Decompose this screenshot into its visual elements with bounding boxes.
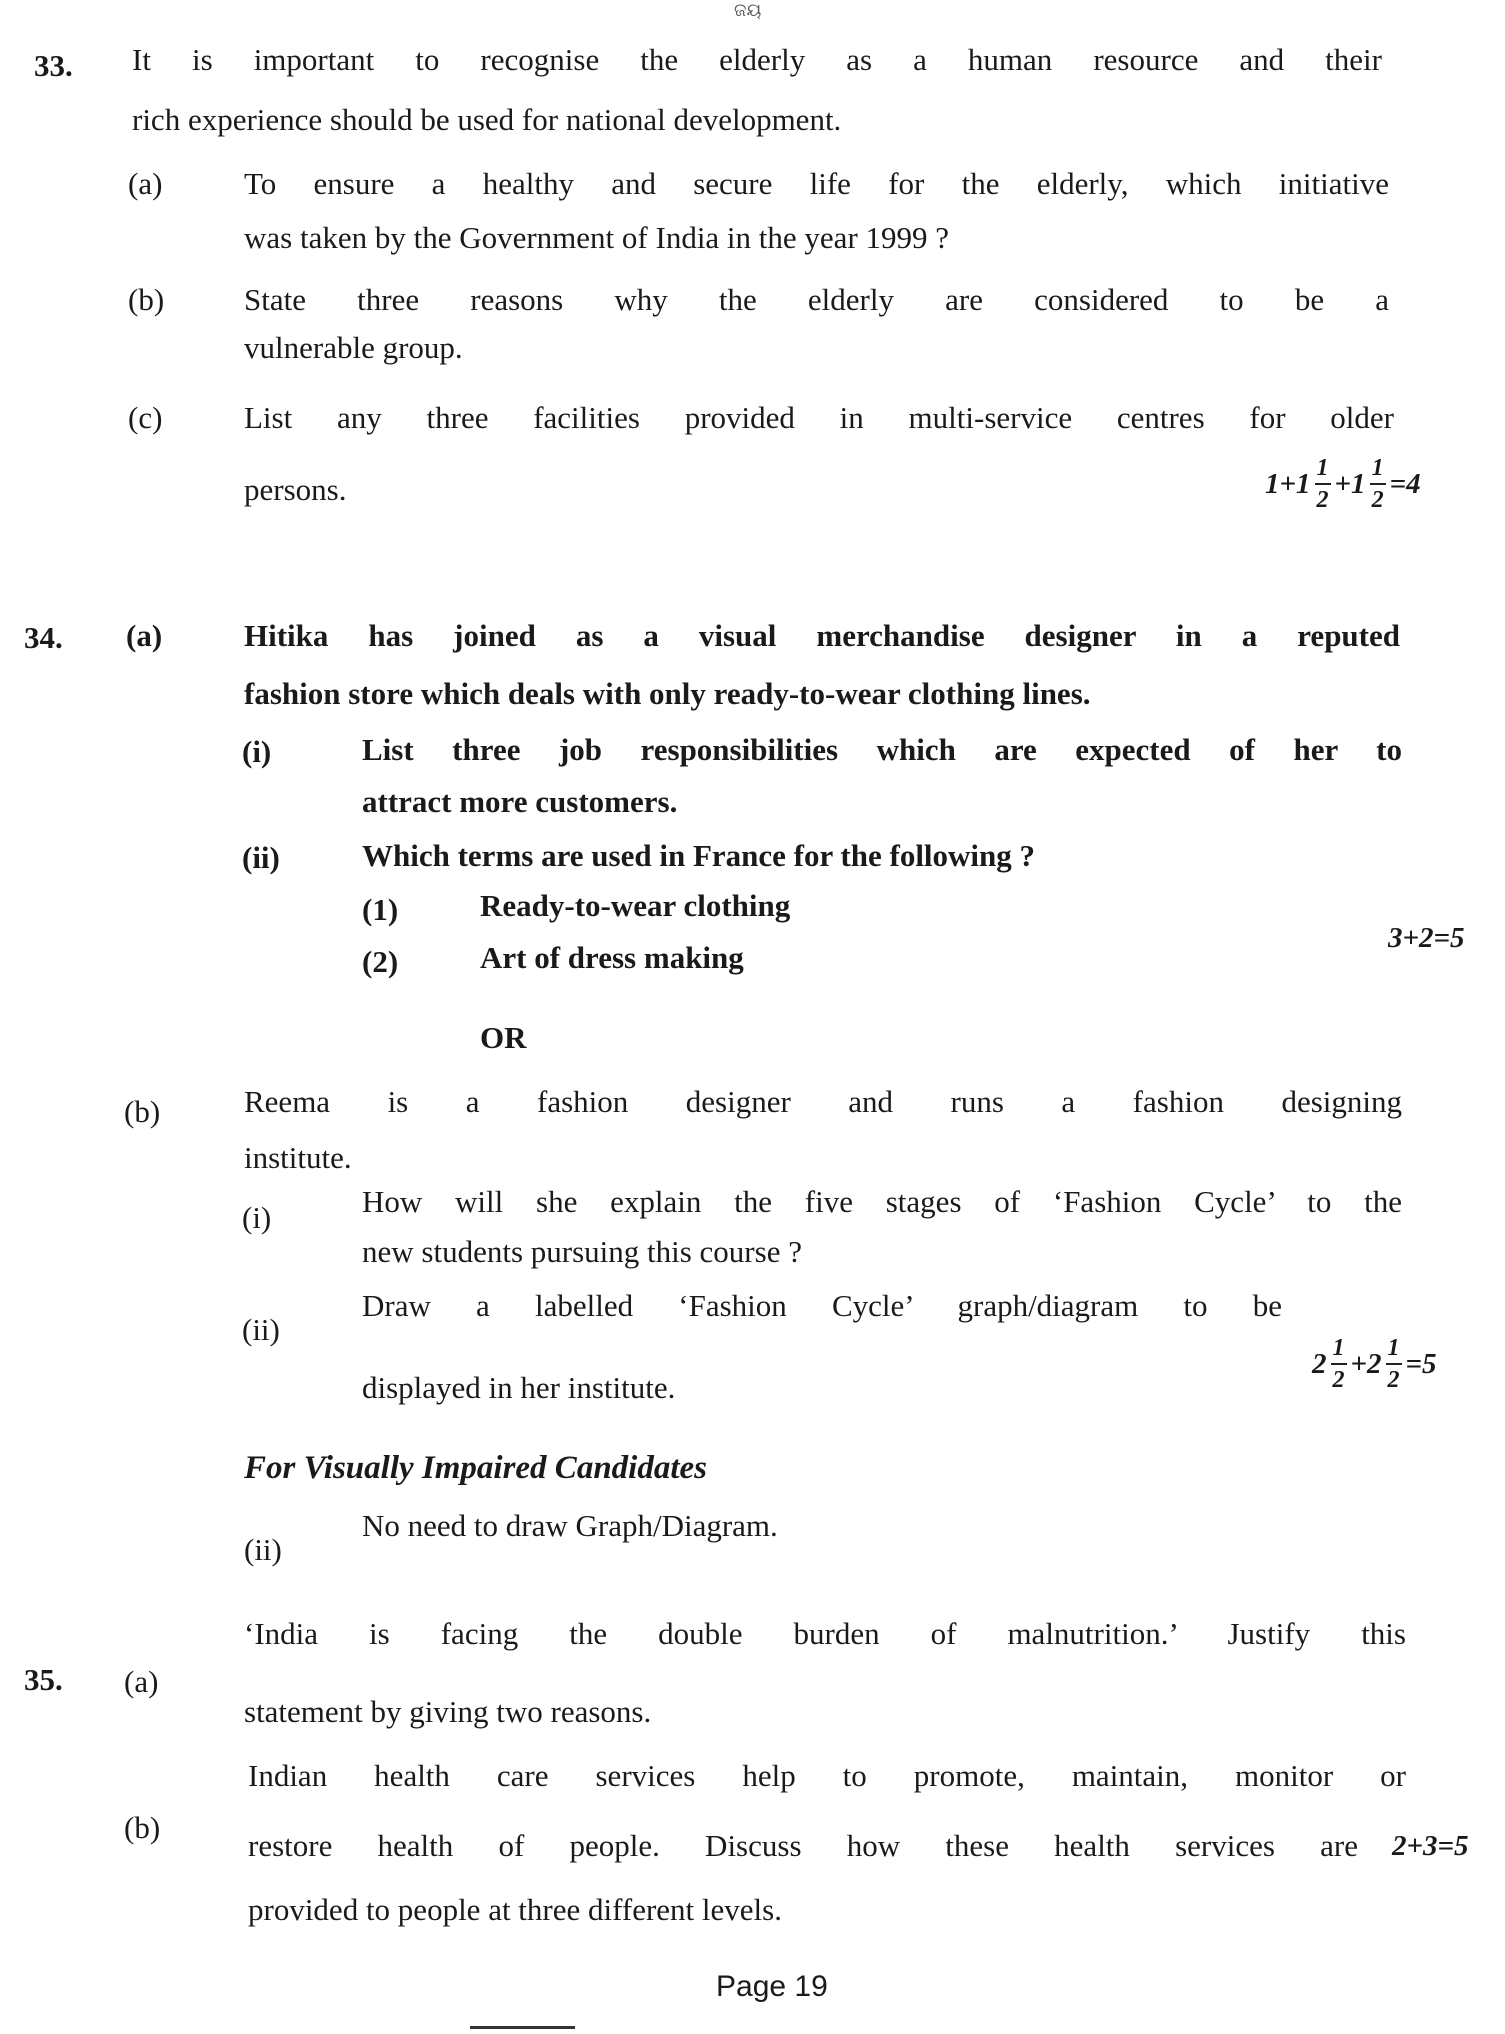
q34-a-line2: fashion store which deals with only ready-to-wear clothing lines.	[244, 676, 1091, 711]
fraction-den: 2	[1387, 1367, 1400, 1393]
q35-b-label: (b)	[124, 1810, 161, 1845]
q34-b-i-line1: How will she explain the five stages of ‘Fashion Cycle’ to the	[362, 1184, 1402, 1219]
question-number-33: 33.	[34, 48, 73, 83]
or-divider: OR	[480, 1020, 527, 1055]
fraction	[1315, 456, 1331, 512]
q34-a-i-label: (i)	[242, 734, 272, 769]
q34-b-ii-line1: Draw a labelled ‘Fashion Cycle’ graph/diagram to be	[362, 1288, 1282, 1323]
question-number-35: 35.	[24, 1662, 63, 1697]
marks-part: +1	[1334, 467, 1366, 500]
fraction-den: 2	[1332, 1367, 1345, 1393]
q35-a-label: (a)	[124, 1664, 159, 1699]
q34-a-ii-item1-label: (1)	[362, 892, 399, 927]
q35-a-line1: ‘India is facing the double burden of malnutrition.’ Justify this	[244, 1616, 1406, 1651]
q33-marks	[1265, 456, 1421, 512]
q33-b-line1: State three reasons why the elderly are considered to be a	[244, 282, 1389, 317]
vi-text: No need to draw Graph/Diagram.	[362, 1508, 778, 1543]
q34-a-ii-label: (ii)	[242, 840, 280, 875]
q34-b-ii-line2: displayed in her institute.	[362, 1370, 676, 1405]
marks-part: +2	[1350, 1347, 1382, 1380]
marks-total: =4	[1389, 467, 1421, 500]
fraction-den: 2	[1371, 487, 1384, 513]
q34-b-i-label: (i)	[242, 1200, 272, 1235]
q34-a-ii-item2-label: (2)	[362, 944, 399, 979]
q35-a-line2: statement by giving two reasons.	[244, 1694, 652, 1729]
q33-c-line2: persons.	[244, 472, 347, 507]
q35-b-line2: restore health of people. Discuss how these health services are	[248, 1828, 1358, 1863]
fraction	[1370, 456, 1386, 512]
q33-c-label: (c)	[128, 400, 163, 435]
q35-marks: 2+3=5	[1392, 1830, 1469, 1862]
q35-b-line3: provided to people at three different levels.	[248, 1892, 782, 1927]
q33-stem-line1: It is important to recognise the elderly as a human resource and their	[132, 42, 1382, 77]
fraction-den: 2	[1316, 487, 1329, 513]
q33-b-label: (b)	[128, 282, 165, 317]
page-number: Page 19	[716, 1970, 828, 2003]
q34-b-marks	[1312, 1336, 1437, 1392]
q33-a-line2: was taken by the Government of India in the year 1999 ?	[244, 220, 950, 255]
q34-a-ii-item2-text: Art of dress making	[480, 940, 744, 975]
q34-b-ii-label: (ii)	[242, 1312, 280, 1347]
q33-b-line2: vulnerable group.	[244, 330, 463, 365]
q34-a-ii-item1-text: Ready-to-wear clothing	[480, 888, 791, 923]
question-number-34: 34.	[24, 620, 63, 655]
fraction	[1331, 1336, 1347, 1392]
q34-b-line1: Reema is a fashion designer and runs a fashion designing	[244, 1084, 1402, 1119]
fraction-num: 1	[1387, 1335, 1400, 1361]
q34-a-line1: Hitika has joined as a visual merchandise designer in a reputed	[244, 618, 1400, 653]
q34-b-i-line2: new students pursuing this course ?	[362, 1234, 802, 1269]
vi-label: (ii)	[244, 1532, 282, 1567]
q34-a-marks: 3+2=5	[1388, 922, 1465, 954]
q33-a-line1: To ensure a healthy and secure life for the elderly, which initiative	[244, 166, 1389, 201]
q33-c-line1: List any three facilities provided in multi-service centres for older	[244, 400, 1394, 435]
marks-part: 1+1	[1265, 467, 1311, 500]
q34-a-i-line1: List three job responsibilities which are expected of her to	[362, 732, 1402, 767]
q34-b-line2: institute.	[244, 1140, 352, 1175]
q33-stem-line2: rich experience should be used for national development.	[132, 102, 842, 137]
fraction-num: 1	[1332, 1335, 1345, 1361]
q33-a-label: (a)	[128, 166, 163, 201]
q35-b-line1: Indian health care services help to promote, maintain, monitor or	[248, 1758, 1406, 1793]
header-mark: ଜୟ	[734, 0, 762, 20]
marks-total: =5	[1405, 1347, 1437, 1380]
q34-a-ii-text: Which terms are used in France for the following ?	[362, 838, 1036, 873]
q34-b-label: (b)	[124, 1094, 161, 1129]
fraction-num: 1	[1316, 455, 1329, 481]
marks-part: 2	[1312, 1347, 1327, 1380]
q34-a-label: (a)	[126, 618, 163, 653]
visually-impaired-heading: For Visually Impaired Candidates	[244, 1450, 707, 1486]
footer-rule	[470, 2026, 575, 2029]
q34-a-i-line2: attract more customers.	[362, 784, 678, 819]
fraction-num: 1	[1371, 455, 1384, 481]
fraction	[1386, 1336, 1402, 1392]
